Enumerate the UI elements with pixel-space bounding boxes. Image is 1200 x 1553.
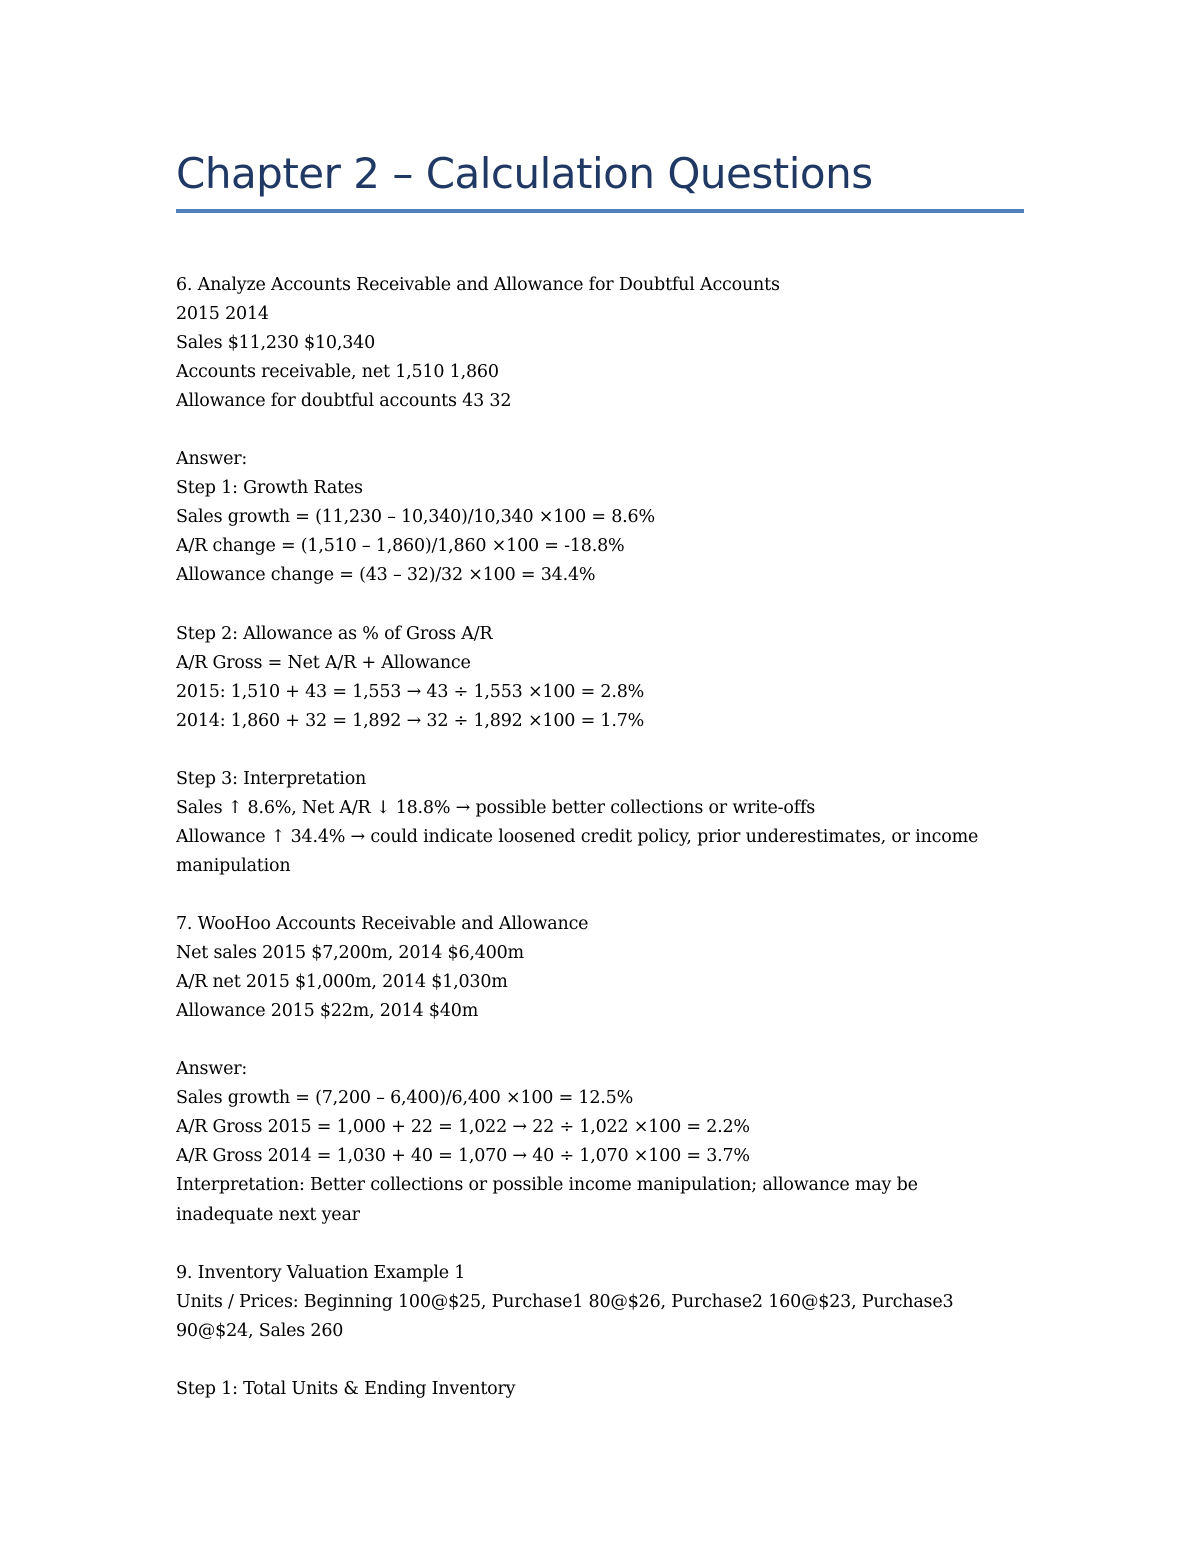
q6-sales: Sales $11,230 $10,340 (176, 333, 376, 354)
q6-allowance: Allowance for doubtful accounts 43 32 (176, 391, 512, 412)
q6-step3-line2: Allowance ↑ 34.4% → could indicate loosened credit policy, prior underestimates, or income (176, 826, 979, 847)
q6-step3-title: Step 3: Interpretation (176, 768, 367, 789)
q7-interpretation-line1: Interpretation: Better collections or possible income manipulation; allowance may be (176, 1175, 918, 1196)
q7-ar-net: A/R net 2015 $1,000m, 2014 $1,030m (176, 972, 508, 993)
q6-years: 2015 2014 (176, 304, 269, 325)
q6-step3-line3: manipulation (176, 855, 291, 876)
q7-interpretation-line2: inadequate next year (176, 1204, 360, 1225)
q6-step3-line1: Sales ↑ 8.6%, Net A/R ↓ 18.8% → possible better collections or write-offs (176, 797, 816, 818)
q7-gross-2014: A/R Gross 2014 = 1,030 + 40 = 1,070 → 40 ÷ 1,070 ×100 = 3.7% (176, 1146, 750, 1167)
q7-gross-2015: A/R Gross 2015 = 1,000 + 22 = 1,022 → 22 ÷ 1,022 ×100 = 2.2% (176, 1117, 750, 1138)
q6-answer-label: Answer: (176, 449, 248, 470)
q7-heading: 7. WooHoo Accounts Receivable and Allowance (176, 914, 589, 935)
title-underline (176, 209, 1024, 213)
paragraph-gap (176, 881, 1024, 910)
paragraph-gap (176, 1346, 1024, 1375)
q7-sales-growth: Sales growth = (7,200 – 6,400)/6,400 ×100 = 12.5% (176, 1088, 634, 1109)
q6-step2-formula: A/R Gross = Net A/R + Allowance (176, 652, 471, 673)
document-body (176, 271, 1024, 1404)
q9-step1-title: Step 1: Total Units & Ending Inventory (176, 1378, 516, 1399)
q6-step1-title: Step 1: Growth Rates (176, 478, 363, 499)
q9-units-line2: 90@$24, Sales 260 (176, 1320, 344, 1341)
q6-step1-ar: A/R change = (1,510 – 1,860)/1,860 ×100 = -18.8% (176, 536, 625, 557)
q7-allowance: Allowance 2015 $22m, 2014 $40m (176, 1001, 479, 1022)
q6-heading: 6. Analyze Accounts Receivable and Allowance for Doubtful Accounts (176, 275, 780, 295)
q6-ar-net: Accounts receivable, net 1,510 1,860 (176, 362, 499, 383)
q6-step1-sales: Sales growth = (11,230 – 10,340)/10,340 ×100 = 8.6% (176, 507, 655, 528)
paragraph-gap (176, 1230, 1024, 1259)
q7-answer-label: Answer: (176, 1059, 248, 1080)
q6-step2-2014: 2014: 1,860 + 32 = 1,892 → 32 ÷ 1,892 ×100 = 1.7% (176, 710, 645, 731)
q9-units-line1: Units / Prices: Beginning 100@$25, Purchase1 80@$26, Purchase2 160@$23, Purchase3 (176, 1291, 954, 1312)
paragraph-gap (176, 591, 1024, 620)
q6-step1-allowance: Allowance change = (43 – 32)/32 ×100 = 34.4% (176, 565, 596, 586)
paragraph-gap (176, 736, 1024, 765)
q6-step2-2015: 2015: 1,510 + 43 = 1,553 → 43 ÷ 1,553 ×100 = 2.8% (176, 681, 645, 702)
q7-net-sales: Net sales 2015 $7,200m, 2014 $6,400m (176, 943, 524, 964)
q6-step2-title: Step 2: Allowance as % of Gross A/R (176, 623, 493, 644)
q9-heading: 9. Inventory Valuation Example 1 (176, 1262, 466, 1283)
paragraph-gap (176, 416, 1024, 445)
paragraph-gap (176, 1026, 1024, 1055)
page-title: Chapter 2 – Calculation Questions (176, 149, 873, 198)
